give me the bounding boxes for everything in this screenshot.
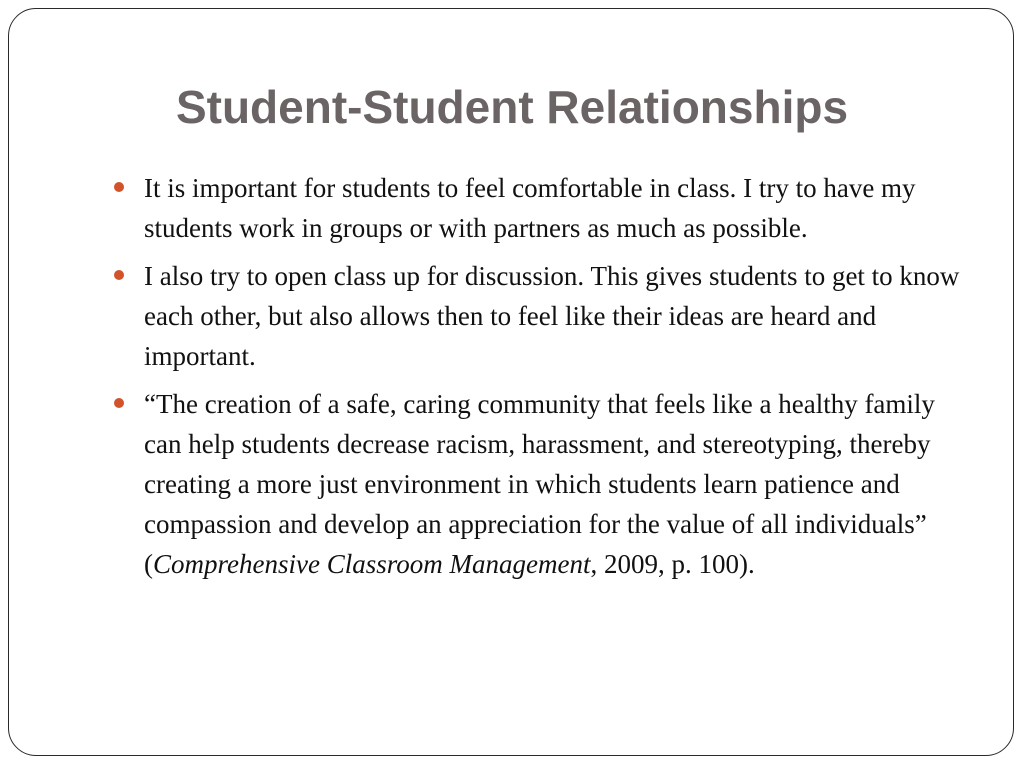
bullet-item xyxy=(114,256,964,376)
bullet-text: I also try to open class up for discussion. This gives students to get to know each other, but also allows then to feel like their ideas are heard and important. xyxy=(144,261,960,371)
bullet-item xyxy=(114,168,964,248)
bullet-item xyxy=(114,384,964,584)
bullet-dot-icon xyxy=(114,182,124,192)
bullet-list xyxy=(114,168,964,592)
bullet-dot-icon xyxy=(114,398,124,408)
citation-title: Comprehensive Classroom Management xyxy=(153,549,591,579)
bullet-dot-icon xyxy=(114,270,124,280)
bullet-text: It is important for students to feel comfortable in class. I try to have my students work in groups or with partners as much as possible. xyxy=(144,173,916,243)
citation-details: , 2009, p. 100). xyxy=(590,549,755,579)
bullet-text: “The creation of a safe, caring community that feels like a healthy family can help students decrease racism, harassment, and stereotyping, thereby creating a more just environment in which students learn patience and compassion and develop an appreciation for the value of all individuals” ( xyxy=(144,389,935,579)
slide-title: Student-Student Relationships xyxy=(175,81,849,133)
